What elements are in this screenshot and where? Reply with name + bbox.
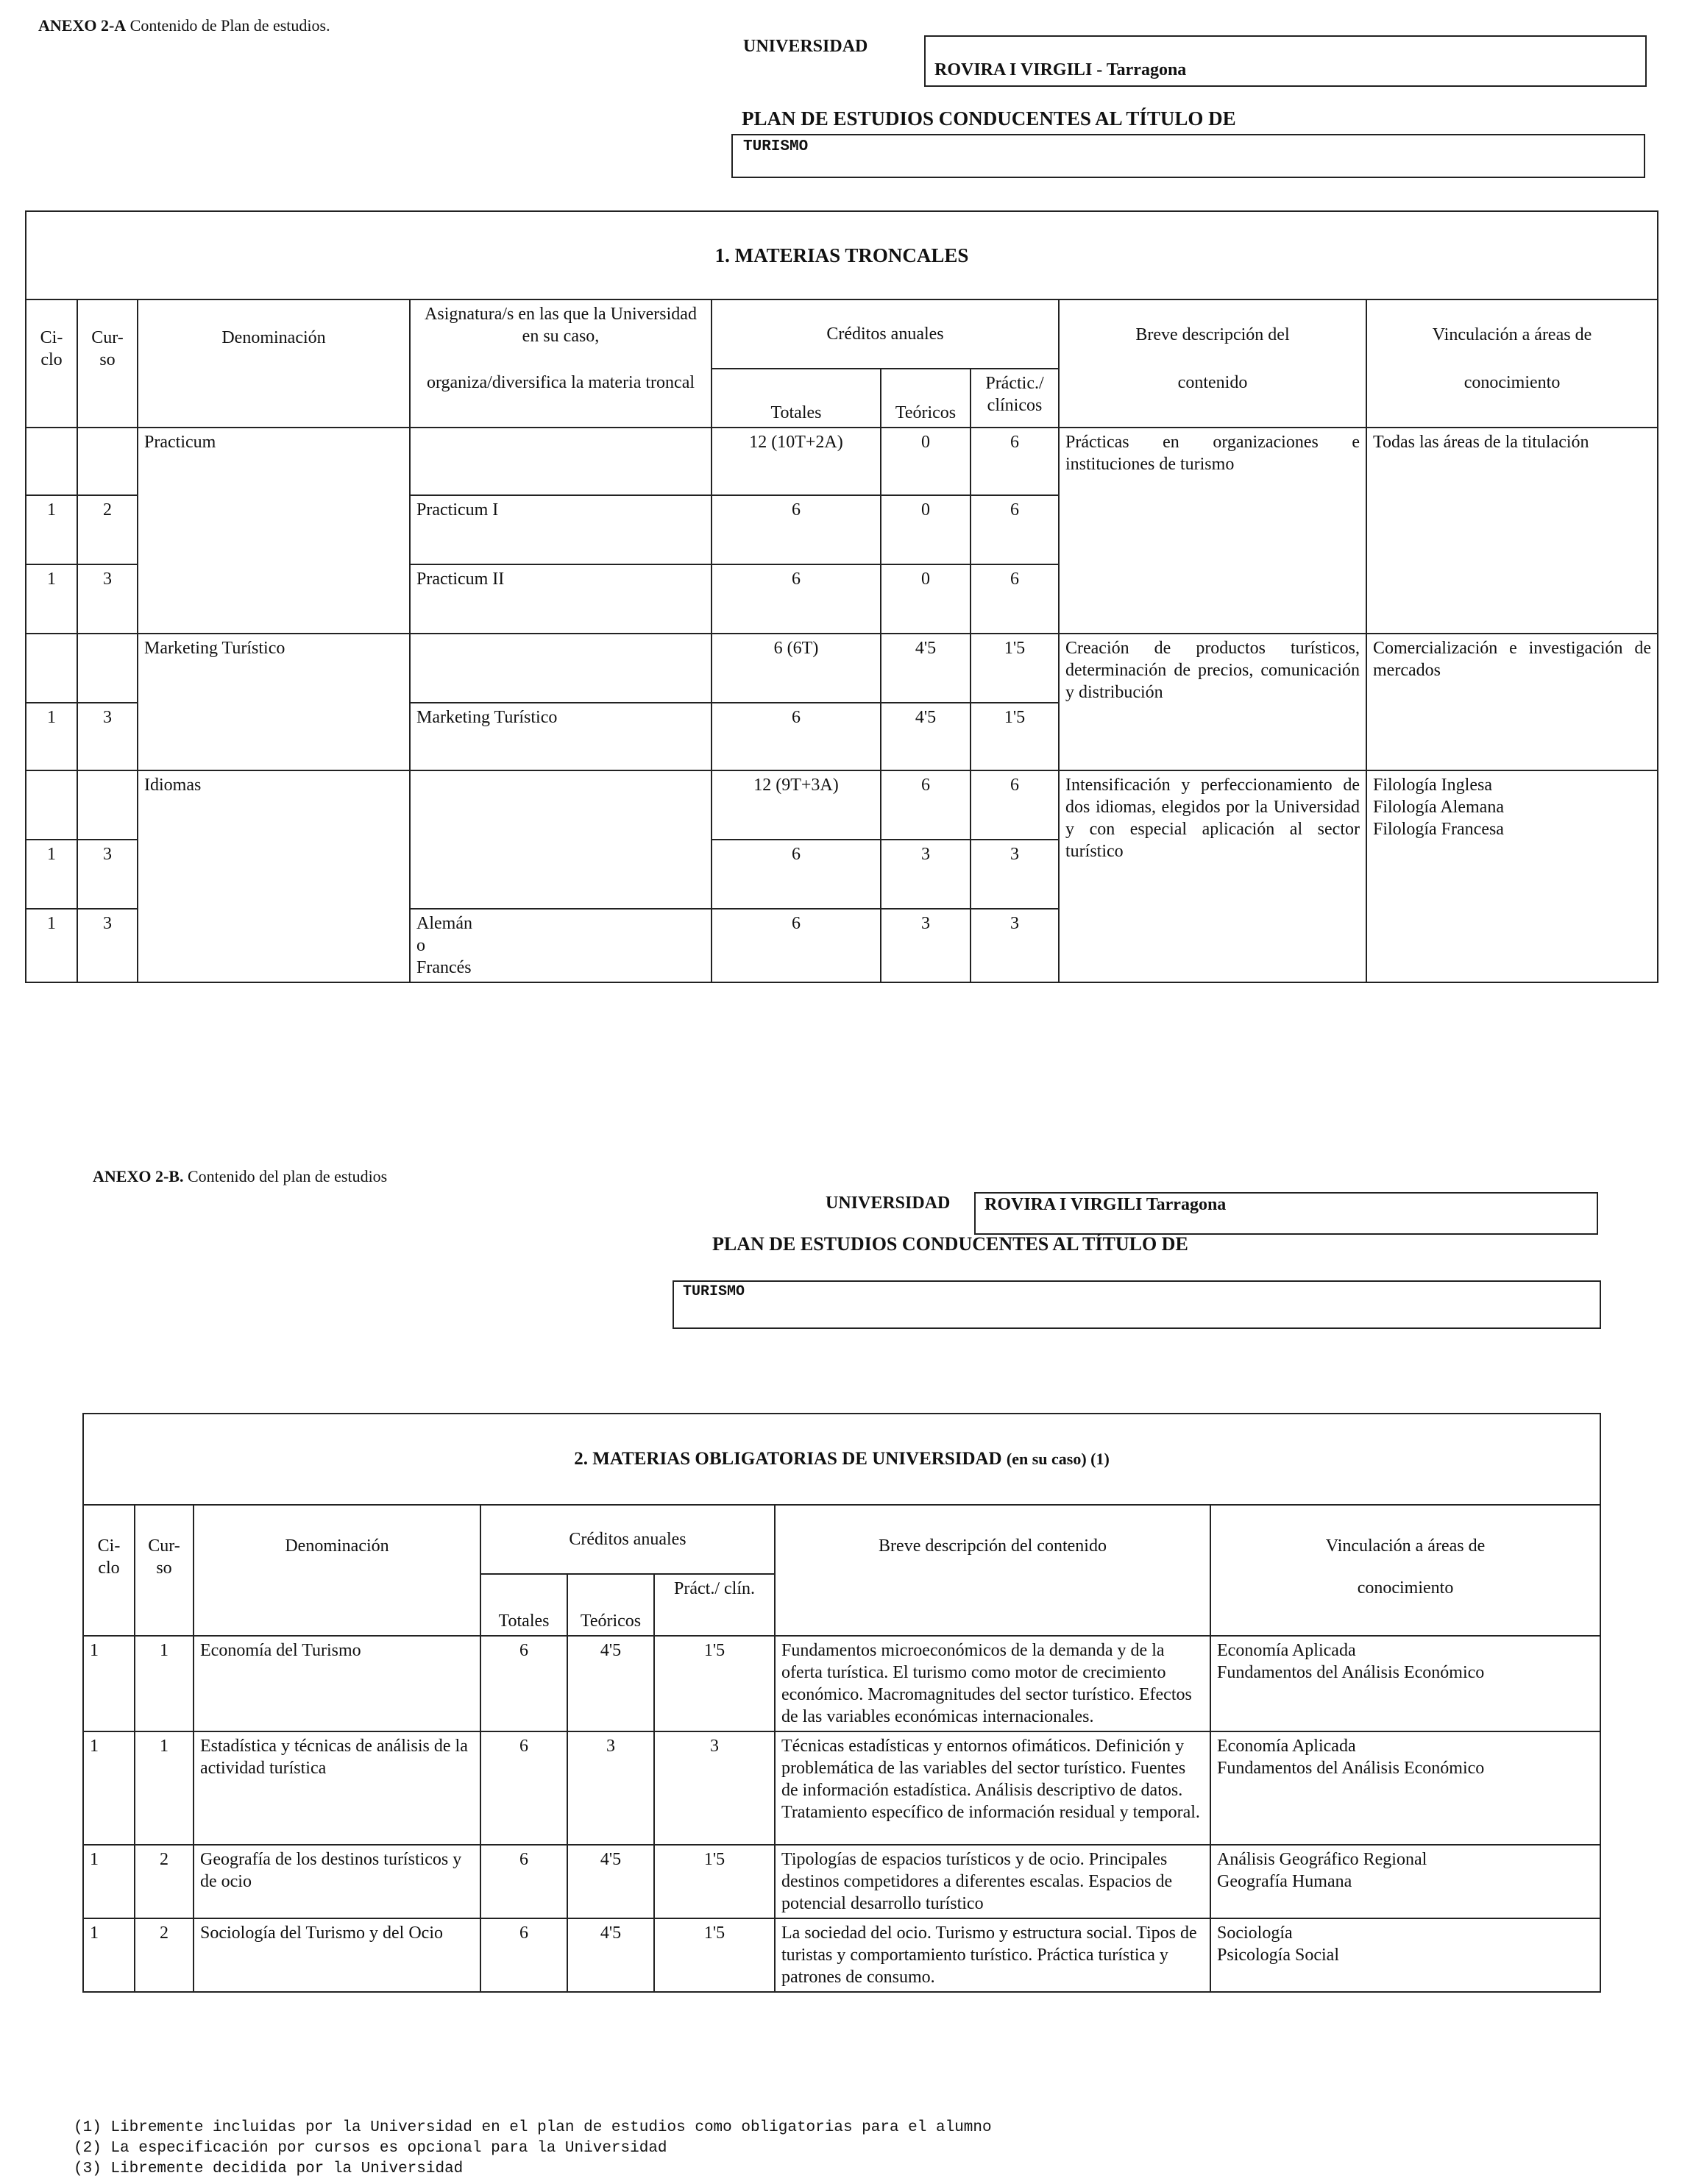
totales-cell: 6 [480, 1731, 567, 1845]
practicos-cell: 6 [971, 495, 1059, 564]
teoricos-cell: 4'5 [567, 1636, 654, 1731]
titulo-value-b: TURISMO [673, 1280, 1601, 1329]
teoricos-cell: 4'5 [567, 1918, 654, 1992]
ciclo-cell: 1 [26, 703, 77, 770]
totales-cell: 12 (9T+3A) [712, 770, 881, 840]
header-totales: Totales [712, 369, 881, 428]
practicos-cell: 6 [971, 770, 1059, 840]
curso-cell: 3 [77, 564, 138, 634]
annex-a-label: ANEXO 2-A [38, 16, 127, 35]
practicos-cell: 3 [971, 909, 1059, 982]
curso-cell: 3 [77, 840, 138, 909]
ciclo-cell: 1 [26, 909, 77, 982]
curso-cell: 1 [135, 1731, 194, 1845]
header-asignatura-1: Asignatura/s en las que la Universidad en su caso, [410, 299, 712, 369]
totales-cell: 6 [480, 1845, 567, 1918]
table-row [26, 770, 1658, 840]
curso-cell: 2 [135, 1845, 194, 1918]
annex-a-desc: Contenido de Plan de estudios. [129, 16, 330, 35]
ciclo-cell: 1 [83, 1636, 135, 1731]
plan-label-a: PLAN DE ESTUDIOS CONDUCENTES AL TÍTULO DE [742, 107, 1236, 130]
descripcion-cell: Fundamentos microeconómicos de la demanda y de la oferta turística. El turismo como motor de crecimiento económico. Macromagnitudes del sector turístico. Efectos de las variables económicas internacionales. [775, 1636, 1210, 1731]
table-row [83, 1845, 1600, 1918]
asignatura-cell: Alemán o Francés [410, 909, 712, 982]
teoricos-cell: 4'5 [881, 634, 971, 703]
header-ciclo: Ci-clo [26, 299, 77, 428]
header-descripcion-2: contenido [1059, 369, 1366, 428]
table-1-title: 1. MATERIAS TRONCALES [26, 211, 1658, 299]
header-practicos: Práctic./ clínicos [971, 369, 1059, 428]
materias-obligatorias-table [82, 1413, 1601, 1993]
curso-cell: 2 [77, 495, 138, 564]
denominacion-cell: Estadística y técnicas de análisis de la actividad turística [194, 1731, 480, 1845]
table-row [26, 428, 1658, 495]
universidad-label-b: UNIVERSIDAD [826, 1194, 951, 1213]
header-denominacion: Denominación [138, 299, 410, 428]
descripcion-cell: Intensificación y perfeccionamiento de dos idiomas, elegidos por la Universidad y con especial aplicación al sector turístico [1059, 770, 1366, 982]
table-2-title-main: 2. MATERIAS OBLIGATORIAS DE UNIVERSIDAD [574, 1449, 1002, 1469]
practicos-cell: 3 [654, 1731, 775, 1845]
header-creditos: Créditos anuales [712, 299, 1059, 369]
asignatura-cell: Practicum I [410, 495, 712, 564]
table-row [26, 634, 1658, 703]
footnote-2: (2) La especificación por cursos es opcional para la Universidad [74, 2140, 667, 2157]
totales-cell: 6 [480, 1918, 567, 1992]
annex-b-heading [93, 1167, 387, 1186]
table-2-title-rest: (en su caso) (1) [1006, 1450, 1110, 1468]
table-row [83, 1731, 1600, 1845]
practicos-cell: 1'5 [654, 1845, 775, 1918]
descripcion-cell: Creación de productos turísticos, determinación de precios, comunicación y distribución [1059, 634, 1366, 770]
teoricos-cell: 6 [881, 770, 971, 840]
table-row [83, 1636, 1600, 1731]
header-descripcion-1: Breve descripción del [1059, 299, 1366, 369]
totales-cell: 6 [712, 495, 881, 564]
practicos-cell: 6 [971, 428, 1059, 495]
header-asignatura-2: organiza/diversifica la materia troncal [410, 369, 712, 428]
totales-cell: 6 [712, 909, 881, 982]
curso-cell: 3 [77, 703, 138, 770]
header-ciclo: Ci-clo [83, 1505, 135, 1636]
teoricos-cell: 0 [881, 428, 971, 495]
teoricos-cell: 3 [881, 840, 971, 909]
header-teoricos: Teóricos [567, 1574, 654, 1636]
header-vinculacion-2: conocimiento [1366, 369, 1658, 428]
vinculacion-cell: Todas las áreas de la titulación [1366, 428, 1658, 634]
universidad-value-a: ROVIRA I VIRGILI - Tarragona [924, 35, 1647, 87]
practicos-cell: 1'5 [971, 634, 1059, 703]
practicos-cell: 6 [971, 564, 1059, 634]
curso-cell: 1 [135, 1636, 194, 1731]
footnote-3: (3) Libremente decidida por la Universidad [74, 2160, 464, 2177]
header-teoricos: Teóricos [881, 369, 971, 428]
totales-cell: 6 (6T) [712, 634, 881, 703]
header-curso: Cur-so [77, 299, 138, 428]
materias-troncales-table [25, 210, 1658, 983]
teoricos-cell: 0 [881, 564, 971, 634]
curso-cell: 3 [77, 909, 138, 982]
totales-cell: 12 (10T+2A) [712, 428, 881, 495]
denominacion-cell: Practicum [138, 428, 410, 634]
asignatura-cell: Practicum II [410, 564, 712, 634]
teoricos-cell: 4'5 [567, 1845, 654, 1918]
ciclo-cell: 1 [26, 564, 77, 634]
table-2-title [83, 1414, 1600, 1505]
header-vinculacion-1: Vinculación a áreas de [1366, 299, 1658, 369]
practicos-cell: 3 [971, 840, 1059, 909]
teoricos-cell: 3 [567, 1731, 654, 1845]
vinculacion-cell: Comercialización e investigación de mercados [1366, 634, 1658, 770]
titulo-value-a: TURISMO [731, 134, 1645, 178]
practicos-cell: 1'5 [971, 703, 1059, 770]
totales-cell: 6 [712, 840, 881, 909]
header-vinculacion-2: conocimiento [1210, 1574, 1600, 1636]
teoricos-cell: 3 [881, 909, 971, 982]
header-descripcion: Breve descripción del contenido [775, 1505, 1210, 1636]
denominacion-cell: Geografía de los destinos turísticos y de ocio [194, 1845, 480, 1918]
ciclo-cell: 1 [83, 1918, 135, 1992]
annex-a-heading [38, 16, 330, 35]
annex-b-label: ANEXO 2-B. [93, 1167, 184, 1185]
descripcion-cell: Prácticas en organizaciones e instituciones de turismo [1059, 428, 1366, 634]
denominacion-cell: Sociología del Turismo y del Ocio [194, 1918, 480, 1992]
header-creditos: Créditos anuales [480, 1505, 775, 1574]
table-row [83, 1918, 1600, 1992]
header-totales: Totales [480, 1574, 567, 1636]
denominacion-cell: Idiomas [138, 770, 410, 982]
header-vinculacion-1: Vinculación a áreas de [1210, 1505, 1600, 1574]
footnotes [74, 2118, 992, 2180]
ciclo-cell: 1 [83, 1845, 135, 1918]
ciclo-cell: 1 [26, 495, 77, 564]
teoricos-cell: 4'5 [881, 703, 971, 770]
asignatura-cell: Marketing Turístico [410, 703, 712, 770]
vinculacion-cell: Economía Aplicada Fundamentos del Análisis Económico [1210, 1731, 1600, 1845]
curso-cell: 2 [135, 1918, 194, 1992]
teoricos-cell: 0 [881, 495, 971, 564]
vinculacion-cell: Análisis Geográfico Regional Geografía Humana [1210, 1845, 1600, 1918]
universidad-label-a: UNIVERSIDAD [743, 37, 868, 56]
totales-cell: 6 [480, 1636, 567, 1731]
footnote-1: (1) Libremente incluidas por la Universidad en el plan de estudios como obligatorias para el alumno [74, 2119, 992, 2136]
annex-b-desc: Contenido del plan de estudios [187, 1167, 388, 1185]
vinculacion-cell: Sociología Psicología Social [1210, 1918, 1600, 1992]
denominacion-cell: Marketing Turístico [138, 634, 410, 770]
practicos-cell: 1'5 [654, 1918, 775, 1992]
descripcion-cell: La sociedad del ocio. Turismo y estructura social. Tipos de turistas y comportamiento turístico. Práctica turística y patrones de consumo. [775, 1918, 1210, 1992]
plan-label-b: PLAN DE ESTUDIOS CONDUCENTES AL TÍTULO DE [712, 1233, 1188, 1255]
header-denominacion: Denominación [194, 1505, 480, 1636]
vinculacion-cell: Economía Aplicada Fundamentos del Análisis Económico [1210, 1636, 1600, 1731]
universidad-value-b: ROVIRA I VIRGILI Tarragona [974, 1192, 1598, 1235]
totales-cell: 6 [712, 564, 881, 634]
denominacion-cell: Economía del Turismo [194, 1636, 480, 1731]
descripcion-cell: Tipologías de espacios turísticos y de ocio. Principales destinos competidores a diferentes escalas. Espacios de potencial desarrollo turístico [775, 1845, 1210, 1918]
practicos-cell: 1'5 [654, 1636, 775, 1731]
header-practicos: Práct./ clín. [654, 1574, 775, 1636]
descripcion-cell: Técnicas estadísticas y entornos ofimáticos. Definición y problemática de las variables del sector turístico. Fuentes de información estadística. Análisis descriptivo de datos. Tratamiento específico de información residual y temporal. [775, 1731, 1210, 1845]
vinculacion-cell: Filología Inglesa Filología Alemana Filología Francesa [1366, 770, 1658, 982]
totales-cell: 6 [712, 703, 881, 770]
header-curso: Cur-so [135, 1505, 194, 1636]
ciclo-cell: 1 [83, 1731, 135, 1845]
ciclo-cell: 1 [26, 840, 77, 909]
